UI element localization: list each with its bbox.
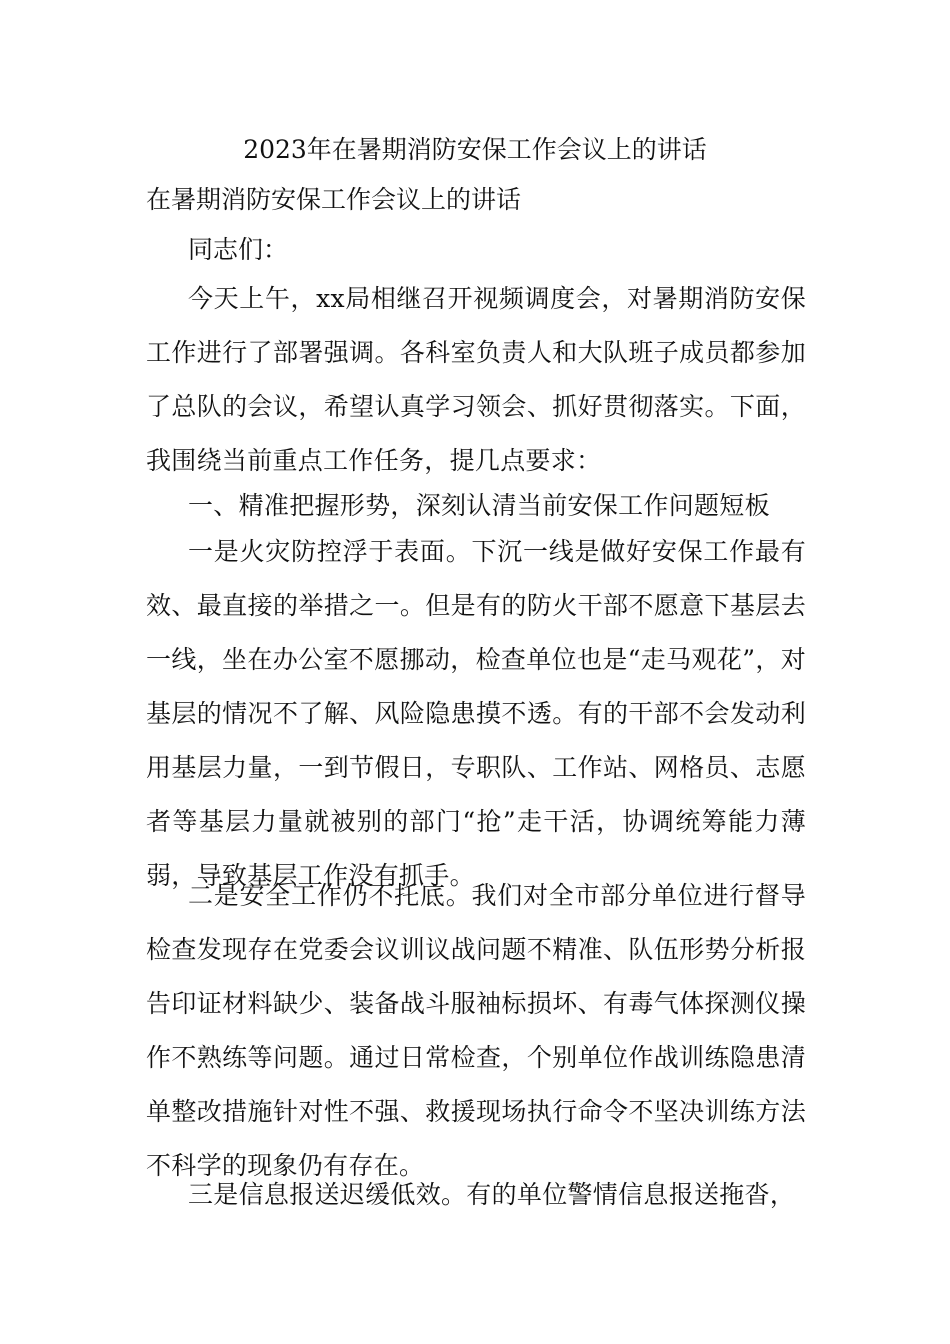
- document-subtitle: 在暑期消防安保工作会议上的讲话: [146, 185, 522, 214]
- section-heading-1: 一、精准把握形势，深刻认清当前安保工作问题短板: [188, 491, 770, 520]
- paragraph-info-report: 三是信息报送迟缓低效。有的单位警情信息报送拖沓，: [188, 1180, 796, 1209]
- paragraph-fire-control: 一是火灾防控浮于表面。下沉一线是做好安保工作最有效、最直接的举措之一。但是有的防火干部不愿意下基层去一线，坐在办公室不愿挪动，检查单位也是“走马观花”，对基层的情况不了解、风险隐患摸不透。有的干部不会发动利用基层力量，一到节假日，专职队、工作站、网格员、志愿者等基层力量就被别的部门“抢”走干活，协调统筹能力薄弱，导致基层工作没有抓手。: [146, 537, 806, 890]
- document-title: 2023年在暑期消防安保工作会议上的讲话: [243, 135, 707, 164]
- greeting: 同志们：: [188, 235, 289, 264]
- paragraph-safety-work: 二是安全工作仍不托底。我们对全市部分单位进行督导检查发现存在党委会议训议战问题不精准、队伍形势分析报告印证材料缺少、装备战斗服袖标损坏、有毒气体探测仪操作不熟练等问题。通过日常检查，个别单位作战训练隐患清单整改措施针对性不强、救援现场执行命令不坚决训练方法不科学的现象仍有存在。: [146, 881, 806, 1180]
- paragraph-intro: 今天上午，xx局相继召开视频调度会，对暑期消防安保工作进行了部署强调。各科室负责人和大队班子成员都参加了总队的会议，希望认真学习领会、抓好贯彻落实。下面，我围绕当前重点工作任务，提几点要求：: [146, 284, 806, 475]
